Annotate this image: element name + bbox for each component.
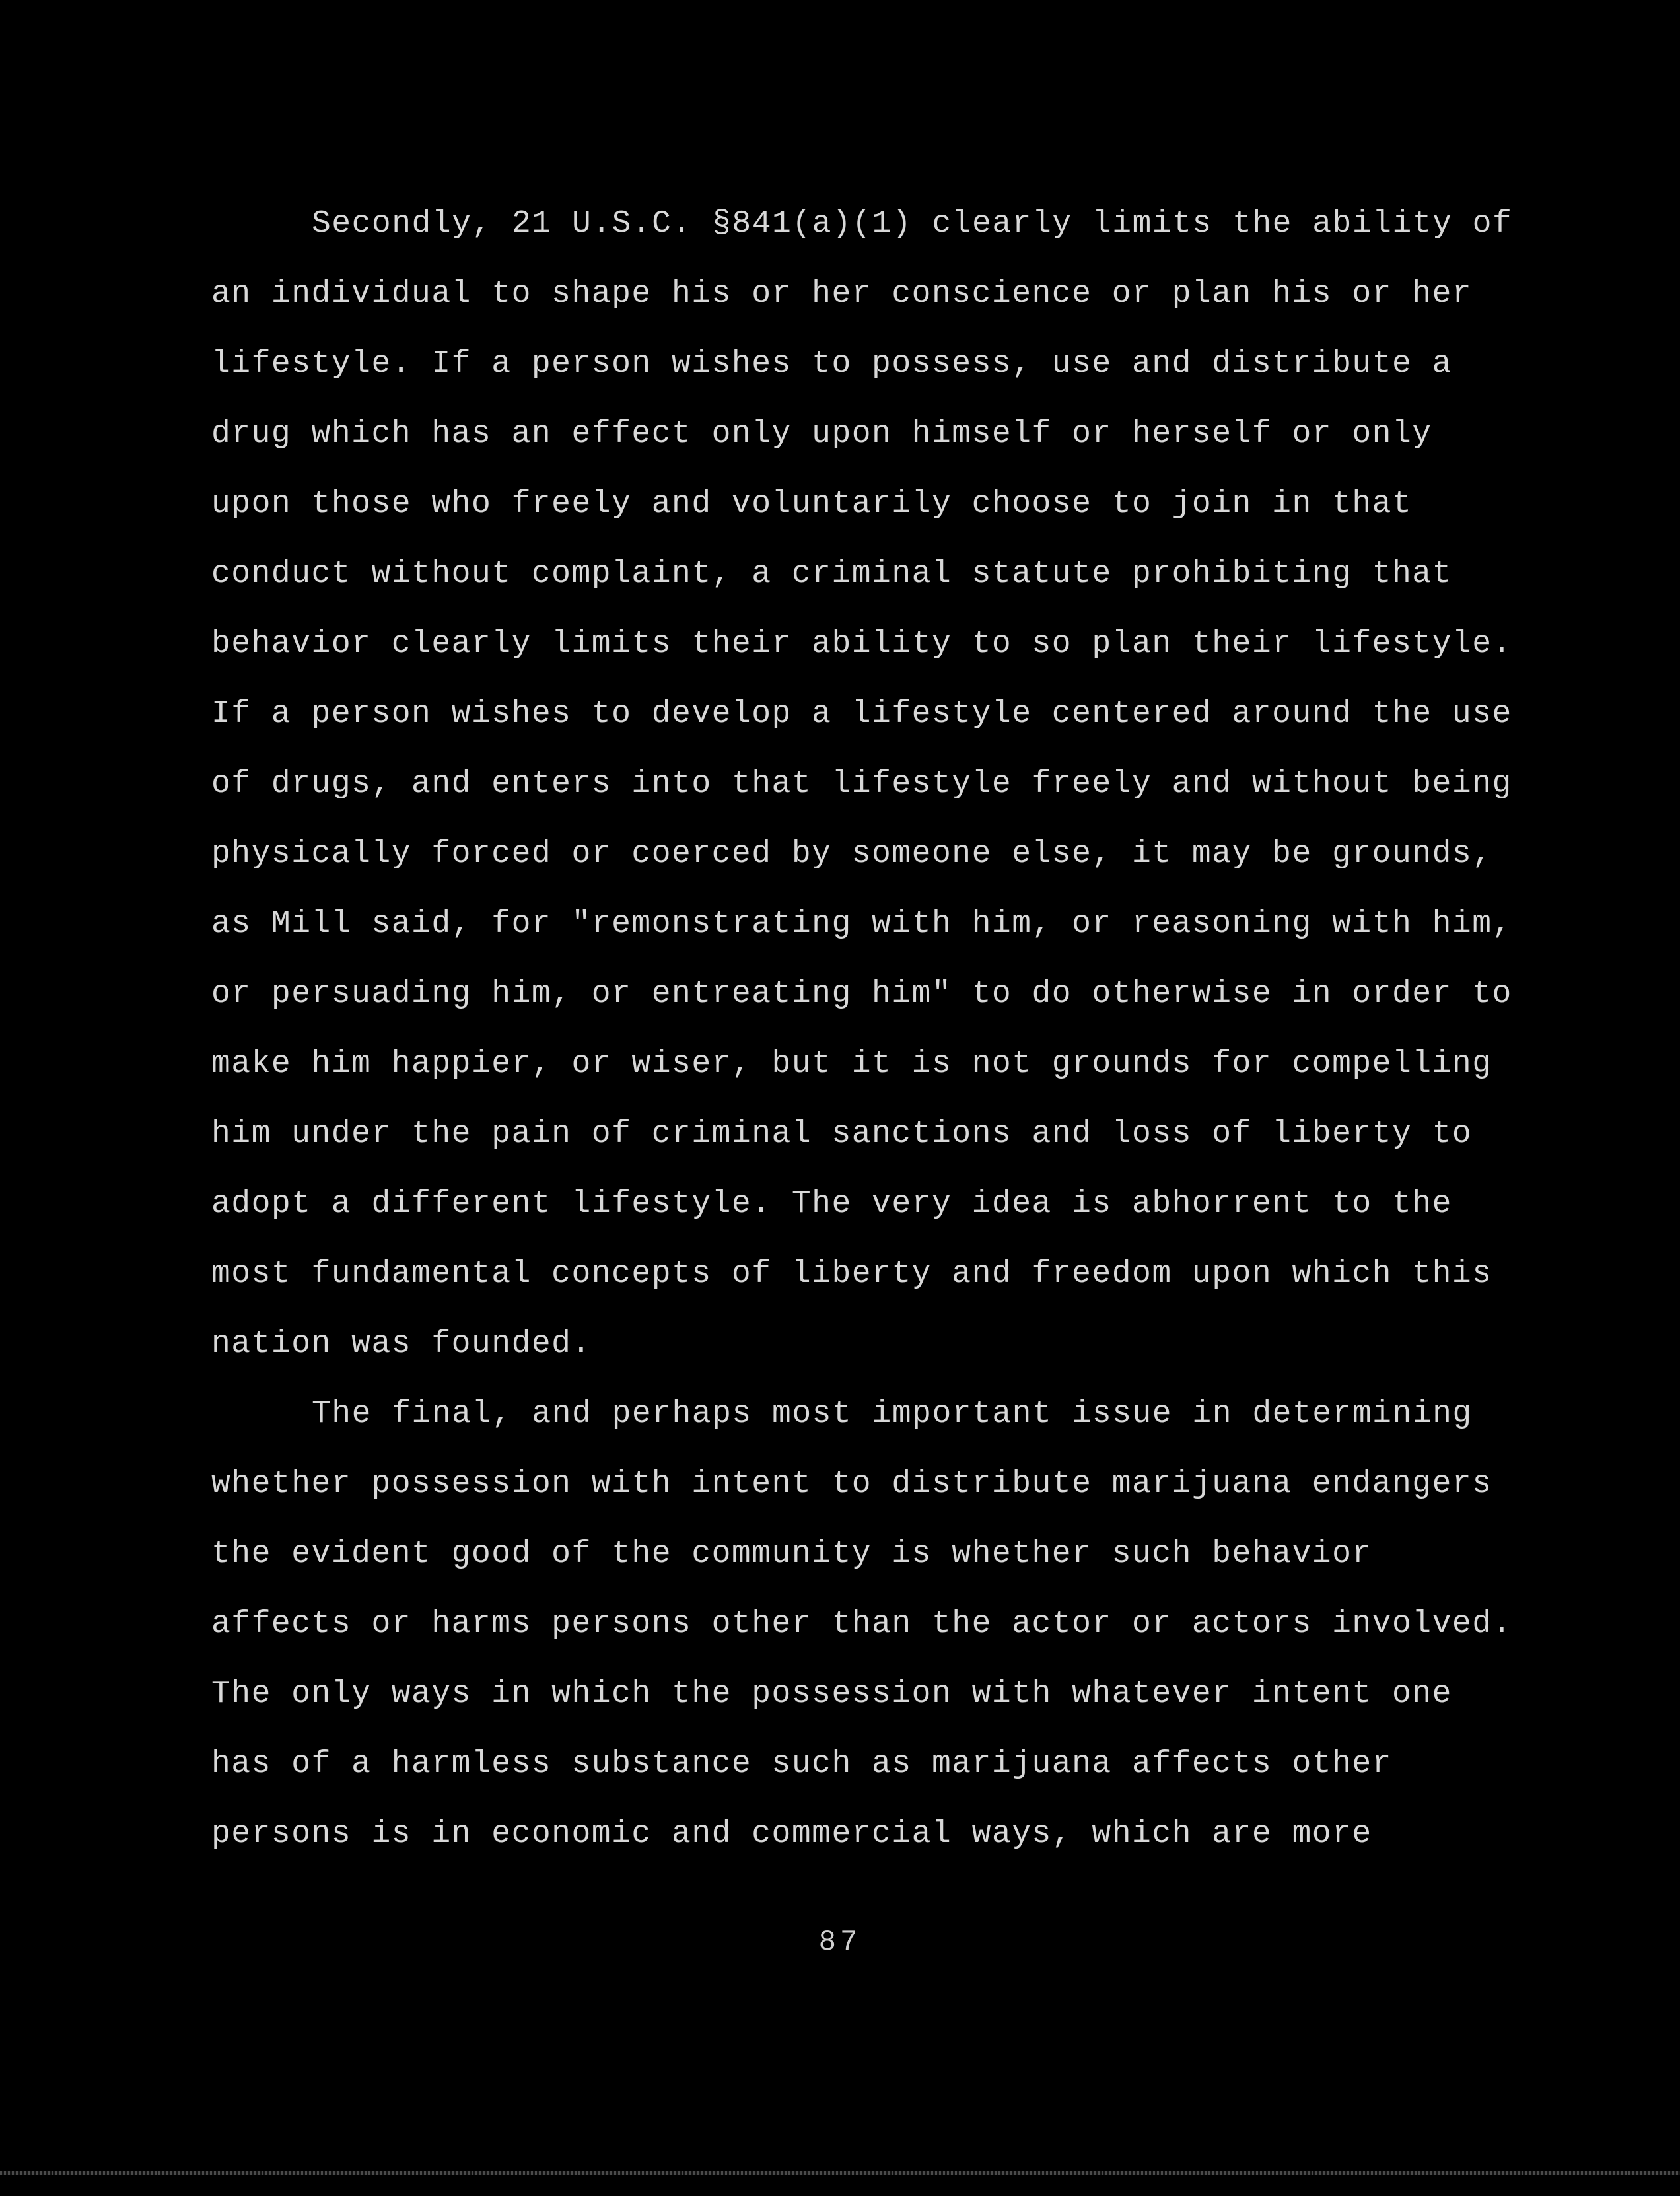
scan-edge-artifact: [0, 2171, 1680, 2175]
paragraph-1-line-1: Secondly, 21 U.S.C. §841(a)(1) clearly limits the ability of: [312, 206, 1513, 242]
paragraph-2-line-3: the evident good of the community is whether such behavior: [211, 1536, 1372, 1572]
paragraph-1-line-13: make him happier, or wiser, but it is not grounds for compelling: [211, 1046, 1492, 1082]
paragraph-1-line-2: an individual to shape his or her conscience or plan his or her: [211, 276, 1473, 312]
paragraph-1-line-9: of drugs, and enters into that lifestyle freely and without being: [211, 766, 1512, 802]
paragraph-1-line-10: physically forced or coerced by someone else, it may be grounds,: [211, 836, 1492, 872]
paragraph-1-line-15: adopt a different lifestyle. The very idea is abhorrent to the: [211, 1186, 1452, 1222]
paragraph-2-line-2: whether possession with intent to distribute marijuana endangers: [211, 1466, 1492, 1502]
paragraph-1-line-14: him under the pain of criminal sanctions and loss of liberty to: [211, 1116, 1473, 1152]
paragraph-1-line-7: behavior clearly limits their ability to so plan their lifestyle.: [211, 626, 1512, 662]
paragraph-1-line-16: most fundamental concepts of liberty and freedom upon which this: [211, 1256, 1492, 1292]
paragraph-2-line-5: The only ways in which the possession with whatever intent one: [211, 1676, 1452, 1712]
paragraph-2-line-7: persons is in economic and commercial ways, which are more: [211, 1816, 1372, 1852]
paragraph-1-line-3: lifestyle. If a person wishes to possess, use and distribute a: [211, 346, 1452, 382]
paragraph-1-line-5: upon those who freely and voluntarily choose to join in that: [211, 486, 1413, 522]
paragraph-1-line-6: conduct without complaint, a criminal statute prohibiting that: [211, 556, 1452, 592]
paragraph-1-line-11: as Mill said, for "remonstrating with him, or reasoning with him,: [211, 906, 1512, 942]
paragraph-2-line-6: has of a harmless substance such as marijuana affects other: [211, 1746, 1392, 1782]
page-number: 87: [818, 1926, 862, 1959]
paragraph-1-line-12: or persuading him, or entreating him" to do otherwise in order to: [211, 976, 1512, 1012]
paragraph-1-line-17: nation was founded.: [211, 1326, 592, 1362]
body-text: [211, 197, 1558, 1877]
paragraph-2-line-4: affects or harms persons other than the actor or actors involved.: [211, 1606, 1512, 1642]
paragraph-2-line-1: The final, and perhaps most important issue in determining: [312, 1396, 1473, 1432]
paragraph-1-line-4: drug which has an effect only upon himself or herself or only: [211, 416, 1432, 452]
paragraph-1-line-8: If a person wishes to develop a lifestyle centered around the use: [211, 696, 1512, 732]
